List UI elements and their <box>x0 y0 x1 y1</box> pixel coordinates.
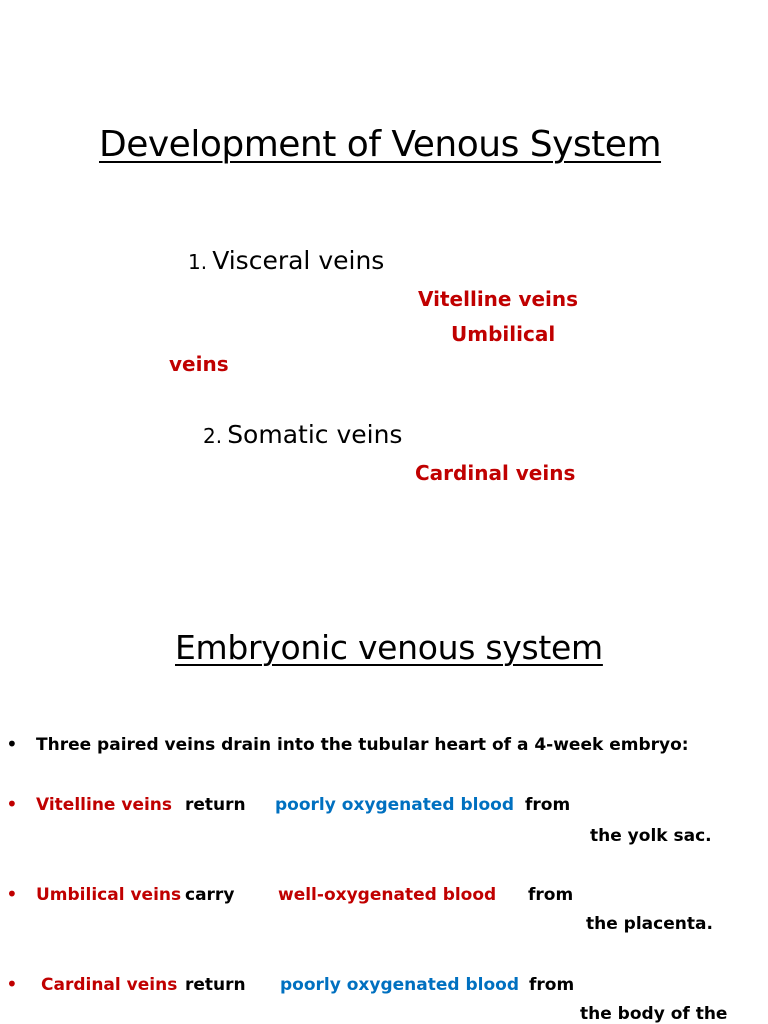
vein-source: the body of the <box>580 1004 728 1024</box>
sub-item-cardinal: Cardinal veins <box>415 461 576 485</box>
from-word: from <box>528 885 574 905</box>
vein-name: Vitelline veins <box>36 795 173 815</box>
bullet-icon: • <box>6 792 18 816</box>
section-title: Embryonic venous system <box>175 628 603 667</box>
vein-source: the yolk sac. <box>590 826 712 846</box>
blood-type: poorly oxygenated blood <box>280 975 520 995</box>
from-word: from <box>525 795 571 815</box>
bullet-icon: • <box>6 972 18 996</box>
item-number: 1. <box>188 250 208 274</box>
bullet-icon: • <box>6 732 18 756</box>
sub-item-umbilical-cont: veins <box>169 352 229 376</box>
sub-item-umbilical: Umbilical <box>451 322 556 346</box>
vein-verb: return <box>185 795 246 815</box>
vein-name: Cardinal veins <box>41 975 178 995</box>
list-item-somatic <box>203 420 402 449</box>
list-item-visceral <box>188 246 384 275</box>
vein-verb: carry <box>185 885 235 905</box>
item-number: 2. <box>203 424 223 448</box>
vein-source: the placenta. <box>586 914 713 934</box>
from-word: from <box>529 975 575 995</box>
blood-type: well-oxygenated blood <box>278 885 497 905</box>
vein-name: Umbilical veins <box>36 885 182 905</box>
item-label: Visceral veins <box>212 246 385 275</box>
bullet-icon: • <box>6 882 18 906</box>
slide-title: Development of Venous System <box>99 124 662 165</box>
vein-verb: return <box>185 975 246 995</box>
blood-type: poorly oxygenated blood <box>275 795 515 815</box>
sub-item-vitelline: Vitelline veins <box>418 287 579 311</box>
intro-text: Three paired veins drain into the tubular heart of a 4-week embryo: <box>36 735 689 755</box>
item-label: Somatic veins <box>227 420 403 449</box>
